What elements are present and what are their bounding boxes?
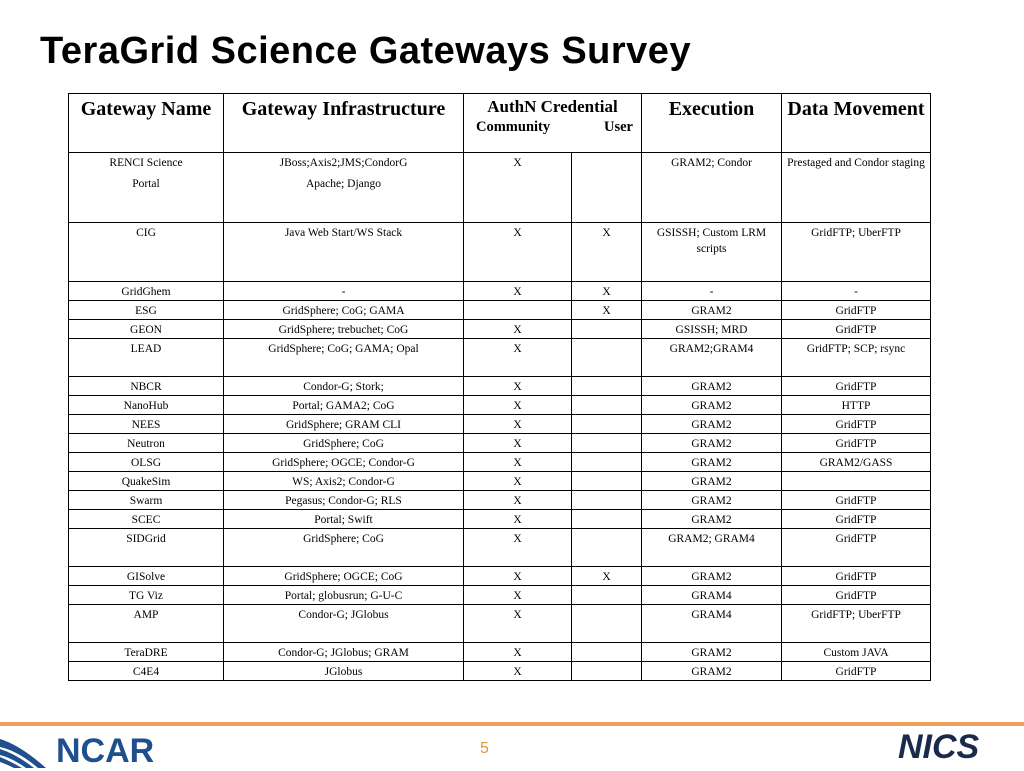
table-row — [69, 223, 931, 282]
cell-gateway-name — [69, 377, 224, 396]
cell-gateway-infrastructure — [224, 567, 464, 586]
cell-gateway-infrastructure-line: GridSphere; CoG — [303, 533, 384, 545]
cell-authn-user — [572, 153, 642, 223]
cell-gateway-infrastructure-line: Condor-G; JGlobus; GRAM — [278, 647, 409, 659]
cell-gateway-infrastructure — [224, 301, 464, 320]
gateways-survey-table — [68, 93, 931, 681]
cell-gateway-infrastructure-line: Pegasus; Condor-G; RLS — [285, 495, 402, 507]
cell-execution: GRAM2 — [642, 643, 782, 662]
cell-authn-user: X — [572, 282, 642, 301]
page-number: 5 — [480, 740, 489, 757]
cell-execution: GRAM2 — [642, 491, 782, 510]
cell-execution: GRAM2 — [642, 434, 782, 453]
cell-gateway-infrastructure — [224, 453, 464, 472]
table-row — [69, 377, 931, 396]
cell-data-movement: GRAM2/GASS — [782, 453, 931, 472]
cell-authn-user — [572, 529, 642, 567]
cell-authn-community: X — [464, 472, 572, 491]
cell-authn-community: X — [464, 153, 572, 223]
cell-gateway-name — [69, 529, 224, 567]
cell-data-movement: GridFTP — [782, 586, 931, 605]
cell-authn-user — [572, 510, 642, 529]
cell-gateway-name-line: C4E4 — [132, 666, 160, 678]
cell-execution: GRAM4 — [642, 605, 782, 643]
cell-data-movement: GridFTP — [782, 434, 931, 453]
cell-gateway-infrastructure-line: - — [341, 286, 346, 298]
cell-authn-community: X — [464, 567, 572, 586]
cell-gateway-name — [69, 396, 224, 415]
cell-gateway-name — [69, 491, 224, 510]
table-row — [69, 643, 931, 662]
cell-authn-community: X — [464, 223, 572, 282]
cell-authn-community: X — [464, 396, 572, 415]
cell-gateway-name-line: TG Viz — [129, 590, 163, 602]
cell-authn-community: X — [464, 643, 572, 662]
table-header-row — [69, 94, 931, 153]
table-row — [69, 153, 931, 223]
cell-gateway-name-line: NEES — [131, 419, 161, 431]
cell-authn-community: X — [464, 662, 572, 681]
cell-authn-user — [572, 377, 642, 396]
ncar-logo-text: NCAR — [56, 732, 155, 770]
cell-gateway-name — [69, 567, 224, 586]
cell-gateway-infrastructure — [224, 529, 464, 567]
nics-logo-text: NICS — [898, 728, 980, 766]
cell-data-movement: GridFTP — [782, 377, 931, 396]
cell-authn-user — [572, 415, 642, 434]
cell-authn-community — [464, 301, 572, 320]
cell-gateway-name-line: CIG — [136, 227, 156, 239]
cell-execution: GRAM2;GRAM4 — [642, 339, 782, 377]
cell-authn-community: X — [464, 453, 572, 472]
cell-data-movement: - — [782, 282, 931, 301]
header-authn-subheaders — [468, 118, 637, 136]
cell-gateway-infrastructure — [224, 491, 464, 510]
cell-execution: GRAM2 — [642, 567, 782, 586]
cell-data-movement: GridFTP — [782, 662, 931, 681]
cell-gateway-name-line: QuakeSim — [121, 476, 171, 488]
cell-data-movement: Prestaged and Condor staging — [782, 153, 931, 223]
table-row — [69, 434, 931, 453]
cell-data-movement: GridFTP — [782, 320, 931, 339]
cell-execution: GSISSH; MRD — [642, 320, 782, 339]
cell-execution: GRAM2 — [642, 510, 782, 529]
cell-data-movement: GridFTP — [782, 491, 931, 510]
cell-gateway-infrastructure-line: GridSphere; OGCE; CoG — [284, 571, 403, 583]
table-row — [69, 510, 931, 529]
cell-authn-user — [572, 586, 642, 605]
header-gateway-infrastructure: Gateway Infrastructure — [224, 94, 464, 153]
cell-data-movement: GridFTP — [782, 510, 931, 529]
cell-gateway-name-line: Swarm — [129, 495, 163, 507]
cell-data-movement: GridFTP; SCP; rsync — [782, 339, 931, 377]
table-row — [69, 453, 931, 472]
cell-authn-community: X — [464, 377, 572, 396]
cell-execution: GRAM4 — [642, 586, 782, 605]
cell-authn-user: X — [572, 301, 642, 320]
cell-gateway-name — [69, 662, 224, 681]
cell-gateway-infrastructure — [224, 223, 464, 282]
cell-gateway-infrastructure-line: GridSphere; CoG — [303, 438, 384, 450]
cell-gateway-name-line: AMP — [133, 609, 159, 621]
cell-gateway-infrastructure — [224, 434, 464, 453]
cell-gateway-infrastructure — [224, 586, 464, 605]
slide-title: TeraGrid Science Gateways Survey — [40, 30, 692, 72]
cell-authn-community: X — [464, 339, 572, 377]
cell-gateway-name-line: RENCI Science — [109, 157, 183, 169]
cell-data-movement: Custom JAVA — [782, 643, 931, 662]
cell-gateway-infrastructure — [224, 339, 464, 377]
cell-gateway-infrastructure — [224, 377, 464, 396]
cell-gateway-infrastructure-line: JBoss;Axis2;JMS;CondorG — [279, 157, 408, 169]
cell-data-movement: GridFTP — [782, 567, 931, 586]
cell-gateway-infrastructure — [224, 472, 464, 491]
cell-execution: GRAM2 — [642, 472, 782, 491]
cell-authn-user: X — [572, 223, 642, 282]
cell-authn-user — [572, 643, 642, 662]
header-authn-user: User — [604, 119, 633, 135]
cell-gateway-name-line: LEAD — [130, 343, 162, 355]
cell-gateway-name-line: SCEC — [131, 514, 161, 526]
cell-gateway-name-line: ESG — [135, 305, 157, 317]
cell-execution: GRAM2 — [642, 453, 782, 472]
cell-authn-user — [572, 396, 642, 415]
cell-execution: GSISSH; Custom LRM scripts — [642, 223, 782, 282]
cell-gateway-infrastructure-line: GridSphere; CoG; GAMA — [282, 305, 405, 317]
cell-authn-user — [572, 453, 642, 472]
cell-gateway-name-line: GEON — [130, 324, 162, 336]
cell-gateway-name-line: GridGhem — [121, 286, 171, 298]
cell-gateway-infrastructure-line: GridSphere; OGCE; Condor-G — [272, 457, 415, 469]
cell-gateway-name — [69, 643, 224, 662]
table-row — [69, 567, 931, 586]
cell-data-movement — [782, 472, 931, 491]
cell-execution: GRAM2; GRAM4 — [642, 529, 782, 567]
cell-authn-community: X — [464, 586, 572, 605]
cell-gateway-infrastructure — [224, 662, 464, 681]
table-row — [69, 586, 931, 605]
cell-authn-user — [572, 491, 642, 510]
cell-gateway-infrastructure-line: GridSphere; CoG; GAMA; Opal — [268, 343, 419, 355]
cell-authn-user: X — [572, 567, 642, 586]
cell-gateway-infrastructure-line: Portal; Swift — [314, 514, 373, 526]
cell-gateway-name — [69, 223, 224, 282]
cell-gateway-infrastructure — [224, 320, 464, 339]
table-body — [69, 153, 931, 681]
cell-gateway-infrastructure-line: Portal; GAMA2; CoG — [292, 400, 395, 412]
cell-authn-user — [572, 605, 642, 643]
cell-execution: GRAM2 — [642, 301, 782, 320]
cell-gateway-name — [69, 510, 224, 529]
header-authn-community: Community — [476, 119, 551, 135]
cell-data-movement: GridFTP — [782, 529, 931, 567]
cell-gateway-infrastructure-line: Condor-G; JGlobus — [298, 609, 389, 621]
cell-execution: GRAM2 — [642, 377, 782, 396]
header-data-movement: Data Movement — [782, 94, 931, 153]
table-row — [69, 605, 931, 643]
cell-gateway-infrastructure — [224, 396, 464, 415]
table-row — [69, 662, 931, 681]
cell-gateway-name — [69, 339, 224, 377]
table-row — [69, 529, 931, 567]
table-row — [69, 301, 931, 320]
header-authn-credential — [464, 94, 642, 153]
header-authn-label: AuthN Credential — [487, 97, 618, 116]
cell-authn-community: X — [464, 529, 572, 567]
cell-gateway-name-line: GISolve — [126, 571, 166, 583]
cell-gateway-name-line: Portal — [132, 178, 160, 190]
cell-authn-user — [572, 472, 642, 491]
header-gateway-name: Gateway Name — [69, 94, 224, 153]
cell-gateway-name — [69, 282, 224, 301]
table-row — [69, 396, 931, 415]
cell-authn-community: X — [464, 605, 572, 643]
cell-gateway-name — [69, 301, 224, 320]
cell-gateway-name-line: SIDGrid — [126, 533, 166, 545]
cell-gateway-name — [69, 434, 224, 453]
cell-data-movement: GridFTP — [782, 301, 931, 320]
table-row — [69, 339, 931, 377]
cell-gateway-infrastructure — [224, 282, 464, 301]
cell-execution: GRAM2; Condor — [642, 153, 782, 223]
cell-gateway-infrastructure — [224, 153, 464, 223]
cell-gateway-name-line: NBCR — [130, 381, 162, 393]
table-row — [69, 491, 931, 510]
table-row — [69, 472, 931, 491]
header-execution: Execution — [642, 94, 782, 153]
table-row — [69, 415, 931, 434]
cell-authn-user — [572, 320, 642, 339]
table-row — [69, 282, 931, 301]
cell-data-movement: GridFTP; UberFTP — [782, 605, 931, 643]
cell-authn-user — [572, 339, 642, 377]
cell-gateway-infrastructure — [224, 415, 464, 434]
cell-gateway-name — [69, 453, 224, 472]
cell-gateway-infrastructure-line: Apache; Django — [305, 178, 382, 190]
cell-gateway-name — [69, 153, 224, 223]
cell-gateway-infrastructure-line: GridSphere; trebuchet; CoG — [278, 324, 409, 336]
cell-authn-community: X — [464, 282, 572, 301]
cell-execution: GRAM2 — [642, 662, 782, 681]
cell-gateway-name-line: Neutron — [127, 438, 165, 450]
cell-gateway-infrastructure-line: Portal; globusrun; G-U-C — [284, 590, 403, 602]
cell-execution: GRAM2 — [642, 415, 782, 434]
cell-authn-community: X — [464, 434, 572, 453]
table-row — [69, 320, 931, 339]
cell-gateway-name — [69, 586, 224, 605]
cell-data-movement: GridFTP — [782, 415, 931, 434]
cell-gateway-infrastructure-line: Condor-G; Stork; — [303, 381, 384, 393]
cell-gateway-name — [69, 472, 224, 491]
cell-gateway-infrastructure — [224, 643, 464, 662]
cell-execution: GRAM2 — [642, 396, 782, 415]
cell-authn-user — [572, 434, 642, 453]
cell-gateway-name — [69, 605, 224, 643]
cell-gateway-name — [69, 320, 224, 339]
cell-gateway-name-line: OLSG — [130, 457, 162, 469]
cell-gateway-infrastructure — [224, 510, 464, 529]
cell-execution: - — [642, 282, 782, 301]
cell-data-movement: HTTP — [782, 396, 931, 415]
cell-authn-community: X — [464, 320, 572, 339]
cell-gateway-infrastructure-line: WS; Axis2; Condor-G — [292, 476, 395, 488]
cell-data-movement: GridFTP; UberFTP — [782, 223, 931, 282]
cell-authn-user — [572, 662, 642, 681]
cell-authn-community: X — [464, 510, 572, 529]
cell-authn-community: X — [464, 491, 572, 510]
cell-gateway-infrastructure-line: GridSphere; GRAM CLI — [286, 419, 401, 431]
cell-authn-community: X — [464, 415, 572, 434]
footer-accent-band — [0, 722, 1024, 726]
cell-gateway-infrastructure-line: Java Web Start/WS Stack — [284, 227, 403, 239]
cell-gateway-infrastructure — [224, 605, 464, 643]
cell-gateway-infrastructure-line: JGlobus — [324, 666, 363, 678]
cell-gateway-name-line: NanoHub — [123, 400, 169, 412]
cell-gateway-name-line: TeraDRE — [124, 647, 168, 659]
cell-gateway-name — [69, 415, 224, 434]
